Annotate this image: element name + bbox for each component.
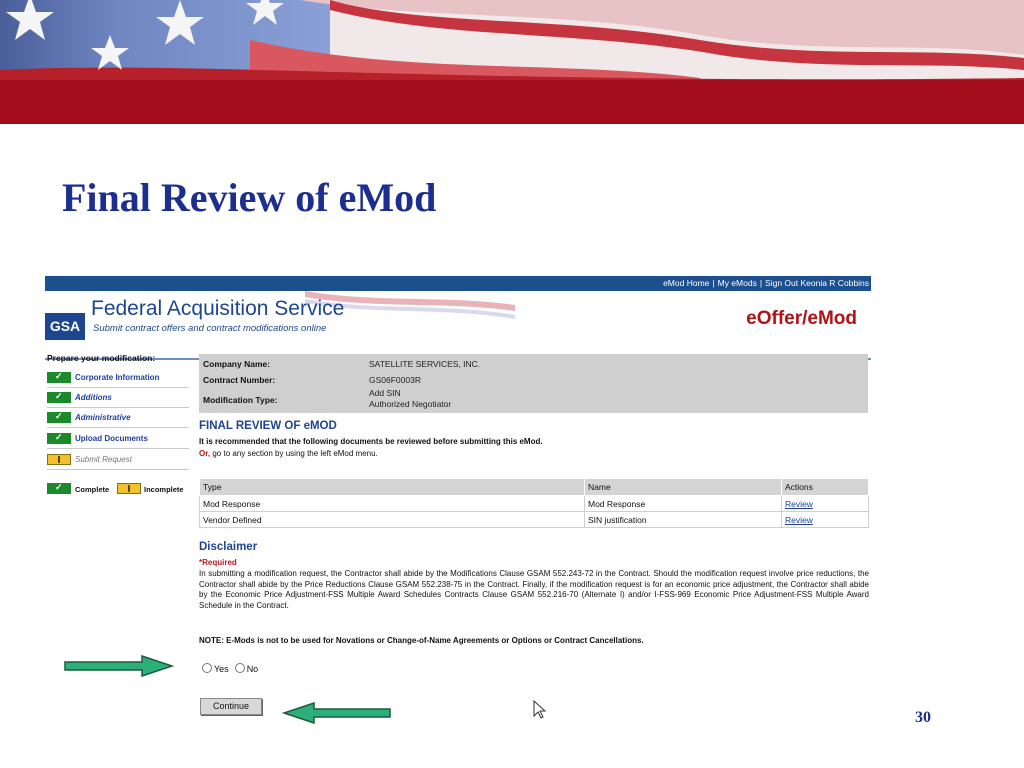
menu-item-corporate-information[interactable]	[47, 369, 189, 388]
company-name-value: SATELLITE SERVICES, INC.	[369, 359, 481, 369]
column-header-type: Type	[200, 479, 585, 496]
company-name-label: Company Name:	[203, 359, 271, 369]
complete-check-icon	[47, 372, 71, 383]
sign-out-link[interactable]: Sign Out Keonia R Cobbins	[765, 278, 869, 288]
menu-item-administrative[interactable]	[47, 409, 189, 428]
yes-radio[interactable]	[202, 663, 212, 673]
menu-item-label[interactable]: Submit Request	[75, 455, 132, 464]
flag-banner-image	[0, 0, 1024, 124]
continue-button[interactable]: Continue	[200, 698, 262, 715]
slide-title: Final Review of eMod	[62, 175, 437, 220]
nav-separator: |	[759, 278, 763, 288]
documents-table	[199, 478, 869, 528]
legend-complete-label: Complete	[75, 485, 110, 494]
top-nav	[663, 278, 869, 288]
flag-banner	[0, 0, 1024, 124]
cell-action	[782, 512, 869, 528]
menu-item-upload-documents[interactable]	[47, 430, 189, 449]
no-radio-label[interactable]: No	[246, 664, 259, 674]
column-header-actions: Actions	[782, 479, 869, 496]
contract-number-label: Contract Number:	[203, 375, 276, 385]
complete-check-icon	[47, 433, 71, 444]
menu-heading: Prepare your modification:	[47, 353, 156, 363]
disclaimer-heading: Disclaimer	[199, 541, 258, 553]
cell-type: Vendor Defined	[200, 512, 585, 528]
yes-radio-label[interactable]: Yes	[214, 664, 229, 674]
cell-action	[782, 496, 869, 512]
nav-separator: |	[712, 278, 715, 288]
product-title: eOffer/eMod	[746, 308, 857, 329]
column-header-name: Name	[585, 479, 782, 496]
legend-incomplete-label: Incomplete	[144, 485, 184, 494]
complete-check-icon	[47, 483, 71, 494]
agreement-radio-group	[202, 663, 258, 674]
table-row	[200, 496, 869, 512]
mouse-cursor-icon	[533, 700, 547, 720]
modification-type-value-1: Add SIN	[369, 388, 401, 398]
disclaimer-text: In submitting a modification request, the Contractor shall abide by the Modifications Clause GSAM 552.243-72 in the Contract. Should the modification request involve price reductions, the Contractor shall abide by the Price Reductions Clause GSAM 552.238-75 in the Contract. Finally, if the modification request is for an economic price adjustment, the Contractor shall abide by the Economic Price Adjustment-FSS Multiple Award Schedules Contracts Clause GSAM 552.216-70 (Alternate I) and/or I-FSS-969 Economic Price Adjustment-FSS Multiple Award Schedule in the Contract.	[199, 569, 869, 610]
menu-item-label[interactable]: Administrative	[75, 413, 131, 422]
final-review-recommendation: It is recommended that the following documents be reviewed before submitting this eMod.	[199, 437, 543, 446]
review-link[interactable]: Review	[785, 498, 813, 509]
agency-title: Federal Acquisition Service	[91, 297, 345, 320]
complete-check-icon	[47, 412, 71, 423]
arrow-right-icon	[64, 655, 174, 677]
menu-item-submit-request[interactable]	[47, 451, 189, 470]
menu-item-label[interactable]: Corporate Information	[75, 373, 160, 382]
status-legend	[47, 482, 191, 496]
page-number: 30	[915, 709, 931, 726]
app-header	[45, 291, 871, 345]
cell-name: Mod Response	[585, 496, 782, 512]
instruction-text: go to any section by using the left eMod menu.	[210, 449, 378, 458]
modification-type-label: Modification Type:	[203, 395, 278, 405]
menu-item-additions[interactable]	[47, 389, 189, 408]
top-nav-bar	[45, 276, 871, 291]
review-link[interactable]: Review	[785, 514, 813, 525]
menu-item-label[interactable]: Additions	[75, 393, 112, 402]
emod-home-link[interactable]: eMod Home	[663, 278, 710, 288]
table-row	[200, 512, 869, 528]
agency-subtitle: Submit contract offers and contract modifications online	[93, 323, 327, 334]
modification-type-value-2: Authorized Negotiator	[369, 399, 452, 409]
contract-info-box	[199, 354, 868, 413]
menu-item-label[interactable]: Upload Documents	[75, 434, 148, 443]
incomplete-icon	[117, 483, 141, 494]
final-review-heading: FINAL REVIEW OF eMOD	[199, 420, 337, 432]
contract-number-value: GS06F0003R	[369, 375, 421, 385]
incomplete-icon	[47, 454, 71, 465]
arrow-left-icon	[282, 702, 392, 724]
cell-name: SIN justification	[585, 512, 782, 528]
no-radio[interactable]	[235, 663, 245, 673]
my-emods-link[interactable]: My eMods	[717, 278, 757, 288]
or-text: Or,	[199, 449, 211, 458]
table-header-row	[200, 479, 869, 496]
disclaimer-note: NOTE: E-Mods is not to be used for Novations or Change-of-Name Agreements or Options or Contract Cancellations.	[199, 636, 644, 645]
final-review-instruction	[199, 449, 378, 458]
cell-type: Mod Response	[200, 496, 585, 512]
complete-check-icon	[47, 392, 71, 403]
gsa-logo: GSA	[45, 313, 85, 340]
required-indicator: *Required	[199, 558, 237, 567]
